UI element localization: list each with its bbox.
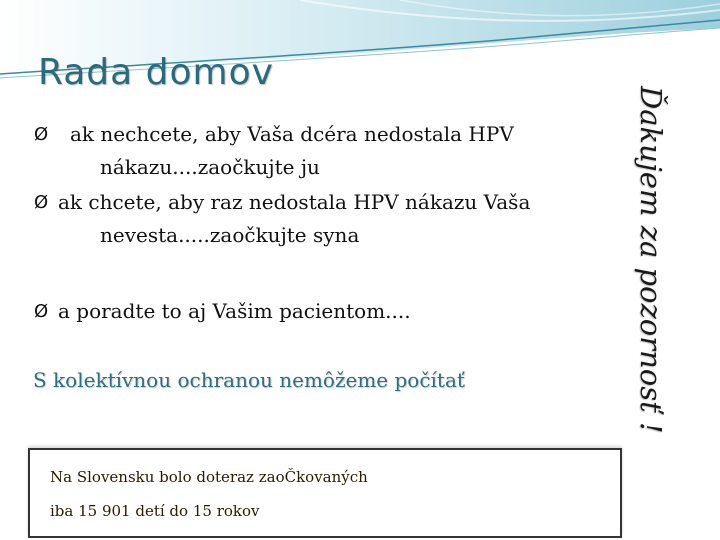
statistic-box <box>28 448 622 538</box>
bullet-text-continued: nákazu....zaočkujte ju <box>100 155 320 179</box>
thank-you-vertical-text: Ďakujem za pozornosť ! <box>634 86 668 434</box>
bullet-text: ak nechcete, aby Vaša dcéra nedostala HPV <box>70 122 514 146</box>
bullet-text: ak chcete, aby raz nedostala HPV nákazu Vaša <box>58 190 531 214</box>
statistic-line: iba 15 901 detí do 15 rokov <box>50 502 260 520</box>
statistic-line: Na Slovensku bolo doteraz zaoČkovaných <box>50 468 368 486</box>
bullet-text-continued: nevesta.....zaočkujte syna <box>100 223 360 247</box>
arrow-bullet-icon: Ø <box>34 192 49 213</box>
bullet-text: a poradte to aj Vašim pacientom.... <box>58 299 411 323</box>
arrow-bullet-icon: Ø <box>34 301 49 322</box>
slide-title: Rada domov <box>38 52 274 93</box>
bullet-item <box>34 295 594 328</box>
subnote-text: S kolektívnou ochranou nemôžeme počítať <box>33 368 465 392</box>
bullet-item <box>34 186 594 252</box>
bullet-item <box>34 118 594 184</box>
arrow-bullet-icon: Ø <box>34 124 49 145</box>
